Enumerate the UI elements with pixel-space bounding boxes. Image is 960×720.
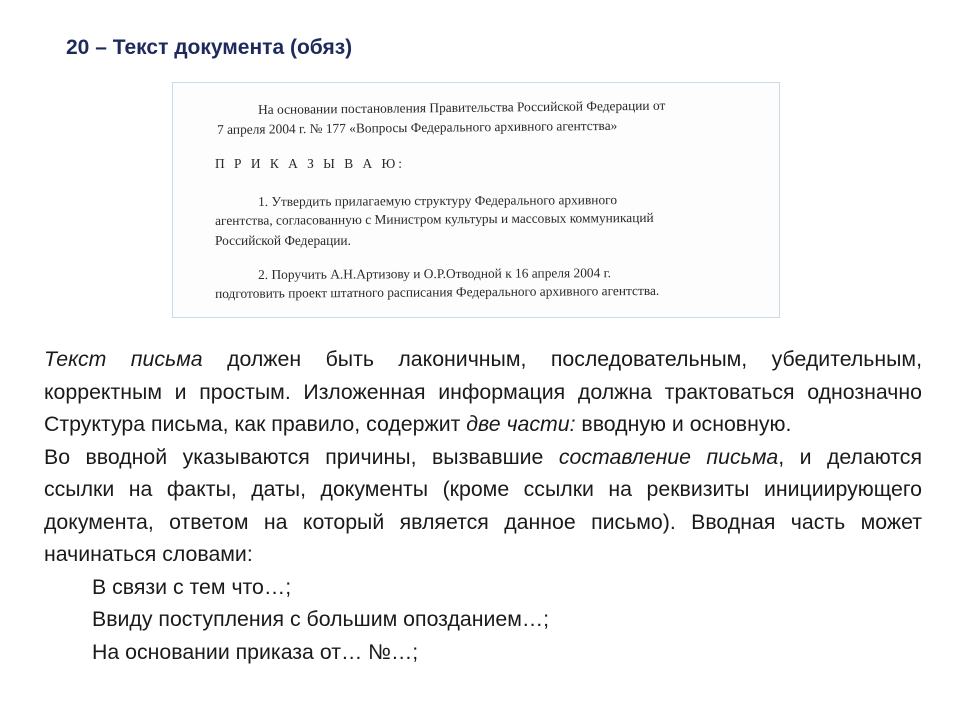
scan-line: агентства, согласованную с Министром культуры и массовых коммуникаций	[215, 209, 654, 228]
text-run: должен быть лаконичным, последовательным, убедительным, корректным и простым. Изложенная информация должна трактоваться однозначно Структура письма, как правило, содержит	[44, 347, 922, 436]
scan-line: 2. Поручить А.Н.Артизову и О.Р.Отводной к 16 апреля 2004 г.	[258, 265, 612, 282]
text-run: вводную и основную.	[575, 412, 792, 436]
emphasis: Текст письма	[44, 347, 203, 371]
paragraph-letter-text	[44, 343, 922, 441]
document-scan-image	[172, 82, 780, 318]
paragraph-introduction	[44, 441, 922, 571]
scan-line: На основании постановления Правительства Российской Федерации от	[258, 97, 666, 117]
text-run: Во вводной указываются причины, вызвавшие	[44, 444, 559, 469]
scan-line: подготовить проект штатного расписания Федерального архивного агентства.	[215, 282, 660, 301]
scan-line: 1. Утвердить прилагаемую структуру Федерального архивного	[258, 192, 618, 209]
emphasis: две части:	[466, 412, 576, 436]
scan-line: 7 апреля 2004 г. № 177 «Вопросы Федерального архивного агентства»	[217, 117, 618, 137]
scan-line: Российской Федерации.	[215, 233, 351, 248]
example-phrase: В связи с тем что…;	[92, 574, 292, 599]
example-phrase: Ввиду поступления с большим опозданием…;	[92, 607, 550, 631]
text-run: , и делаются ссылки на факты, даты, документы (кроме ссылки на реквизиты инициирующего документа, ответом на который является данное письмо). Вводная часть может начинаться словами:	[44, 444, 922, 566]
body-text	[44, 343, 922, 668]
example-phrase: На основании приказа от… №…;	[92, 639, 419, 664]
emphasis: составление письма	[558, 444, 779, 469]
slide-title: 20 – Текст документа (обяз)	[66, 36, 353, 59]
scan-order-heading: П Р И К А З Ы В А Ю:	[215, 156, 405, 171]
